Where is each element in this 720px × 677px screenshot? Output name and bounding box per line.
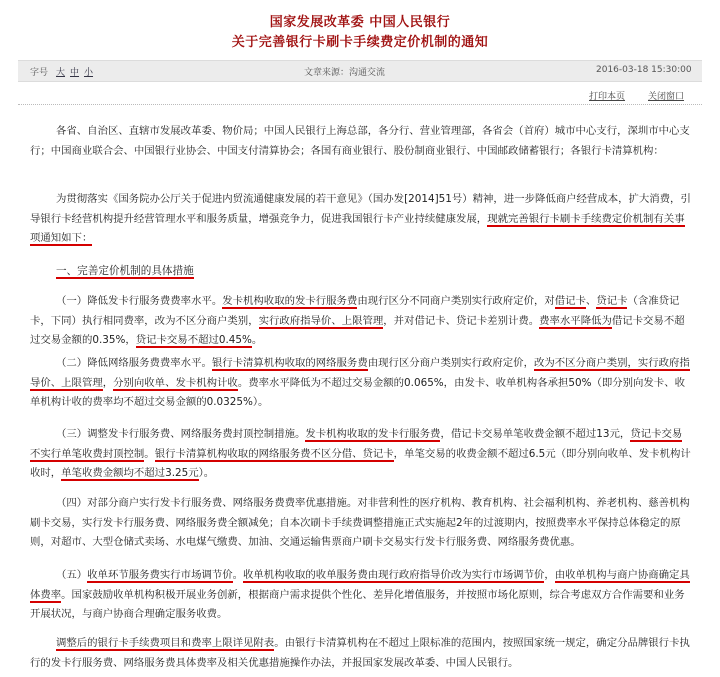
intro-highlight: 现就完善银行卡刷卡手续费定价机制有关事项通知如下： (30, 212, 685, 245)
item-1-text: 。 (251, 334, 263, 347)
item-5-text: 。国家鼓励收单机构积极开展业务创新，根据商户需求提供个性化、差异化增值服务，并按照市场化原则，综合考虑双方合作需要和业务开展状况，与商户协商合理确定服务收费。 (30, 588, 685, 621)
item-3-text: ，单笔交易的收费金额不超过6.5元（即分别向收单、发卡机构计收时， (30, 447, 691, 480)
item-5-highlight: 收单机构收取的收单服务费由现行政府指导价改为实行市场调节价 (243, 569, 545, 581)
font-size-label: 字号 (30, 68, 49, 78)
item-1-text: （一）降低发卡行服务费费率水平。 (56, 295, 223, 307)
item-2-highlight: 实行政府指导价、上限管理 (30, 357, 690, 389)
item-1-highlight: 贷记卡交易不超过0.45% (135, 334, 252, 347)
item-5-highlight: 由收单机构与商户协商确定具体费率 (30, 569, 690, 601)
font-size-small-link[interactable]: 小 (84, 68, 94, 78)
item-2-paragraph (30, 354, 692, 413)
item-3-text: 。 (144, 447, 155, 460)
document-title-line2: 关于完善银行卡刷卡手续费定价机制的通知 (231, 35, 489, 50)
item-1-text: 、 (585, 295, 597, 307)
article-source: 文章来源：沟通交流 (304, 68, 386, 78)
item-1-text: （含准贷记卡，下同）执行相同费率，改为不区分商户类别， (30, 295, 680, 327)
item-1-highlight: 实行政府指导价、上限管理 (258, 314, 384, 327)
final-highlight: 调整后的银行卡手续费项目和费率上限详见附表 (56, 637, 275, 649)
item-3-text: ）。 (198, 467, 215, 480)
item-4-text: （四）对部分商户实行发卡行服务费、网络服务费费率优惠措施。对非营利性的医疗机构、教育机构、社会福利机构、养老机构、慈善机构刷卡交易，实行发卡行服务费、网络服务费全额减免；自本次刷卡手续费调整措施正式实施起2年的过渡期内，按照费率水平保持总体稳定的原则，对超市、大型仓储式卖场、水电煤气缴费、加油、交通运输售票商户刷卡交易实行发卡行服务费、网络服务费优惠。 (30, 497, 690, 549)
item-1-text: ，并对借记卡、贷记卡差别计费。 (383, 314, 540, 327)
item-1-highlight: 借记卡 (554, 295, 586, 307)
section-heading (30, 262, 692, 282)
item-3-text: ，借记卡交易单笔收费金额不超过13元， (440, 428, 631, 440)
final-text: 。由银行卡清算机构在不超过上限标准的范围内，按照国家统一规定，确定分品牌银行卡执行的发卡行服务费、网络服务费具体费率及相关优惠措施操作办法，并报国家发展改革委、中国人民银行。 (30, 637, 690, 669)
item-5-highlight: 收单环节服务费实行市场调节价 (87, 569, 233, 581)
item-2-text: 。费率水平降低为不超过交易金额的0.065%，由发卡、收单机构各承担50%（即分别向发卡、收单机构计收的费率均不超过交易金额的0.0325%）。 (30, 376, 685, 409)
item-3-highlight: 贷记卡交易不实行单笔收费封顶控制 (30, 428, 683, 460)
item-1-highlight: 贷记卡 (596, 295, 628, 307)
close-window-link[interactable]: 关闭窗口 (648, 92, 685, 102)
item-1-highlight: 发卡机构收取的发卡行服务费 (222, 295, 358, 307)
item-2-text: ， (102, 376, 114, 389)
item-4-paragraph (30, 494, 692, 553)
item-3-paragraph (30, 425, 692, 484)
item-5-paragraph (30, 566, 692, 625)
print-page-link[interactable]: 打印本页 (589, 92, 626, 102)
section-heading-text: 一、完善定价机制的具体措施 (56, 265, 194, 277)
font-size-large-link[interactable]: 大 (56, 68, 66, 78)
document-title-line1: 国家发展改革委 中国人民银行 (269, 15, 451, 30)
recipients-text: 各省、自治区、直辖市发展改革委、物价局；中国人民银行上海总部，各分行、营业管理部，各省会（首府）城市中心支行，深圳市中心支行；中国商业联合会、中国银行业协会、中国支付清算协会；各国有商业银行、股份制商业银行、中国邮政储蓄银行；各银行卡清算机构： (30, 125, 690, 157)
item-2-highlight: 分别向收单、发卡机构计收 (113, 376, 238, 389)
item-2-highlight: 改为不区分商户类别， (533, 357, 638, 369)
item-1-text: 由现行区分不同商户类别实行政府定价， (357, 295, 545, 307)
item-1-highlight: 费率水平降低为 (539, 314, 612, 327)
item-1-text: 对 (544, 295, 555, 307)
recipients-paragraph (30, 122, 692, 161)
item-3-highlight: 银行卡清算机构收取的网络服务费不区分借、贷记卡 (154, 447, 394, 460)
item-5-text: ， (544, 569, 555, 581)
item-3-highlight: 单笔收费金额均不超过3.25元 (61, 467, 199, 480)
intro-paragraph (30, 190, 692, 249)
item-1-text: 借记卡交易不超过交易金额的0.35%， (30, 314, 685, 347)
item-2-highlight: 银行卡清算机构收取的网络服务费 (211, 357, 368, 369)
publish-datetime: 2016-03-18 15:30:00 (596, 65, 692, 75)
meta-bar (18, 60, 702, 82)
item-2-text: （二）降低网络服务费费率水平。 (56, 357, 212, 369)
font-size-medium-link[interactable]: 中 (70, 68, 80, 78)
item-2-text: 由现行区分商户类别实行政府定价， (367, 357, 534, 369)
final-paragraph (30, 634, 692, 673)
item-3-highlight: 发卡机构收取的发卡行服务费 (305, 428, 441, 440)
item-5-text: （五） (56, 569, 88, 581)
intro-text: 为贯彻落实《国务院办公厅关于促进内贸流通健康发展的若干意见》（国办发[2014]51号）精神，进一步降低商户经营成本，扩大消费，引导银行卡经营机构提升经营管理水平和服务质量，增强竞争力，促进我国银行卡产业持续健康发展， (30, 193, 691, 225)
item-1-paragraph (30, 292, 692, 351)
item-5-text: 。 (232, 569, 244, 581)
divider (18, 104, 702, 105)
item-3-text: （三）调整发卡行服务费、网络服务费封顶控制措施。 (56, 428, 306, 440)
